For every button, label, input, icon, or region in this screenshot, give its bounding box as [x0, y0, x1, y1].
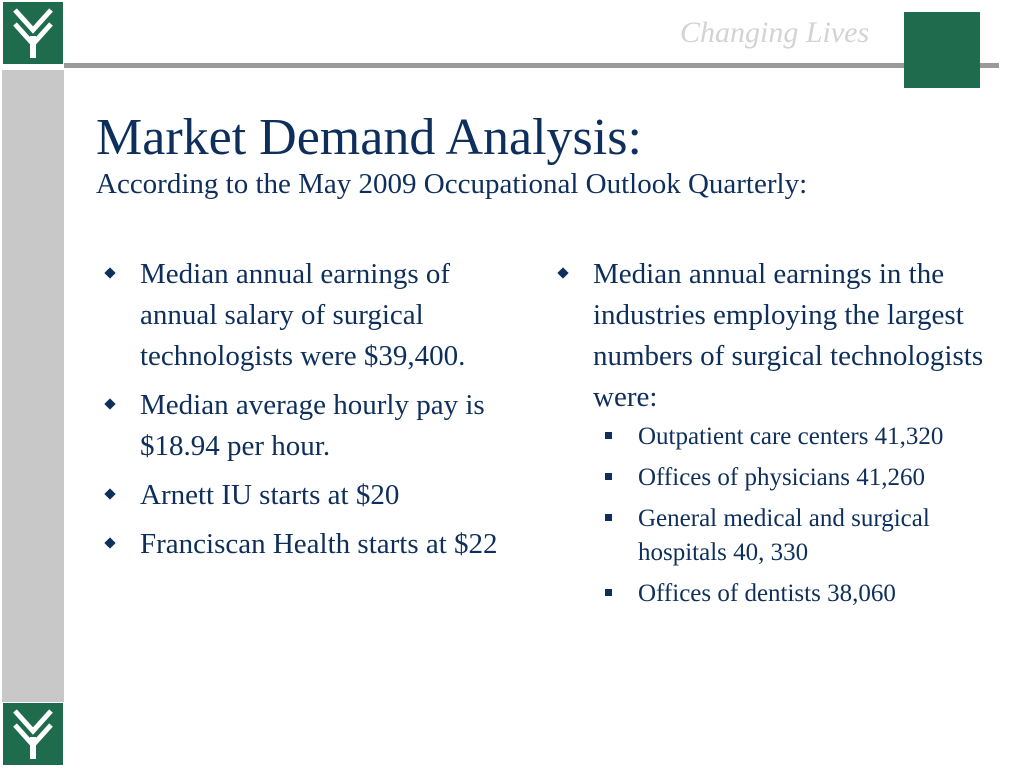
- diamond-bullet-icon: [104, 267, 115, 278]
- left-bullet-list: [100, 254, 525, 565]
- sub-bullet-text: Outpatient care centers 41,320: [638, 423, 944, 450]
- diamond-bullet-icon: [104, 488, 115, 499]
- slide-subtitle: According to the May 2009 Occupational Outlook Quarterly:: [96, 168, 808, 200]
- sub-list-item: [593, 461, 993, 495]
- square-bullet-icon: [605, 473, 612, 480]
- slide-title: Market Demand Analysis:: [96, 109, 642, 166]
- bullet-text: Median annual earnings of annual salary of surgical technologists were $39,400.: [140, 258, 466, 372]
- logo-icon: [3, 2, 63, 64]
- sub-bullet-text: Offices of dentists 38,060: [638, 580, 896, 607]
- leaf-logo-icon: [11, 6, 55, 60]
- bullet-text: Franciscan Health starts at $22: [140, 528, 498, 560]
- sub-list-item: [593, 420, 993, 454]
- sub-bullet-list: [593, 420, 993, 611]
- left-column: [100, 254, 525, 573]
- brand-square: [904, 12, 980, 88]
- square-bullet-icon: [605, 432, 612, 439]
- bullet-text: Arnett IU starts at $20: [140, 479, 400, 511]
- sub-bullet-text: General medical and surgical hospitals 40, 330: [638, 505, 930, 566]
- list-item: [100, 475, 525, 516]
- sub-bullet-text: Offices of physicians 41,260: [638, 464, 925, 491]
- sub-list-item: [593, 502, 993, 570]
- bullet-text: Median average hourly pay is $18.94 per hour.: [140, 389, 485, 462]
- left-sidebar-bar: [2, 70, 64, 702]
- logo-icon-bottom: [3, 703, 63, 765]
- list-item: [553, 254, 993, 611]
- square-bullet-icon: [605, 514, 612, 521]
- bullet-text: Median annual earnings in the industries employing the largest numbers of surgical technologists were:: [593, 258, 984, 413]
- list-item: [100, 385, 525, 467]
- square-bullet-icon: [605, 589, 612, 596]
- right-bullet-list: [553, 254, 993, 611]
- diamond-bullet-icon: [104, 398, 115, 409]
- diamond-bullet-icon: [104, 537, 115, 548]
- leaf-logo-icon: [11, 707, 55, 761]
- list-item: [100, 524, 525, 565]
- diamond-bullet-icon: [557, 267, 568, 278]
- header-divider: [64, 63, 999, 68]
- right-column: [553, 254, 993, 619]
- sub-list-item: [593, 577, 993, 611]
- tagline: Changing Lives: [680, 16, 870, 49]
- list-item: [100, 254, 525, 377]
